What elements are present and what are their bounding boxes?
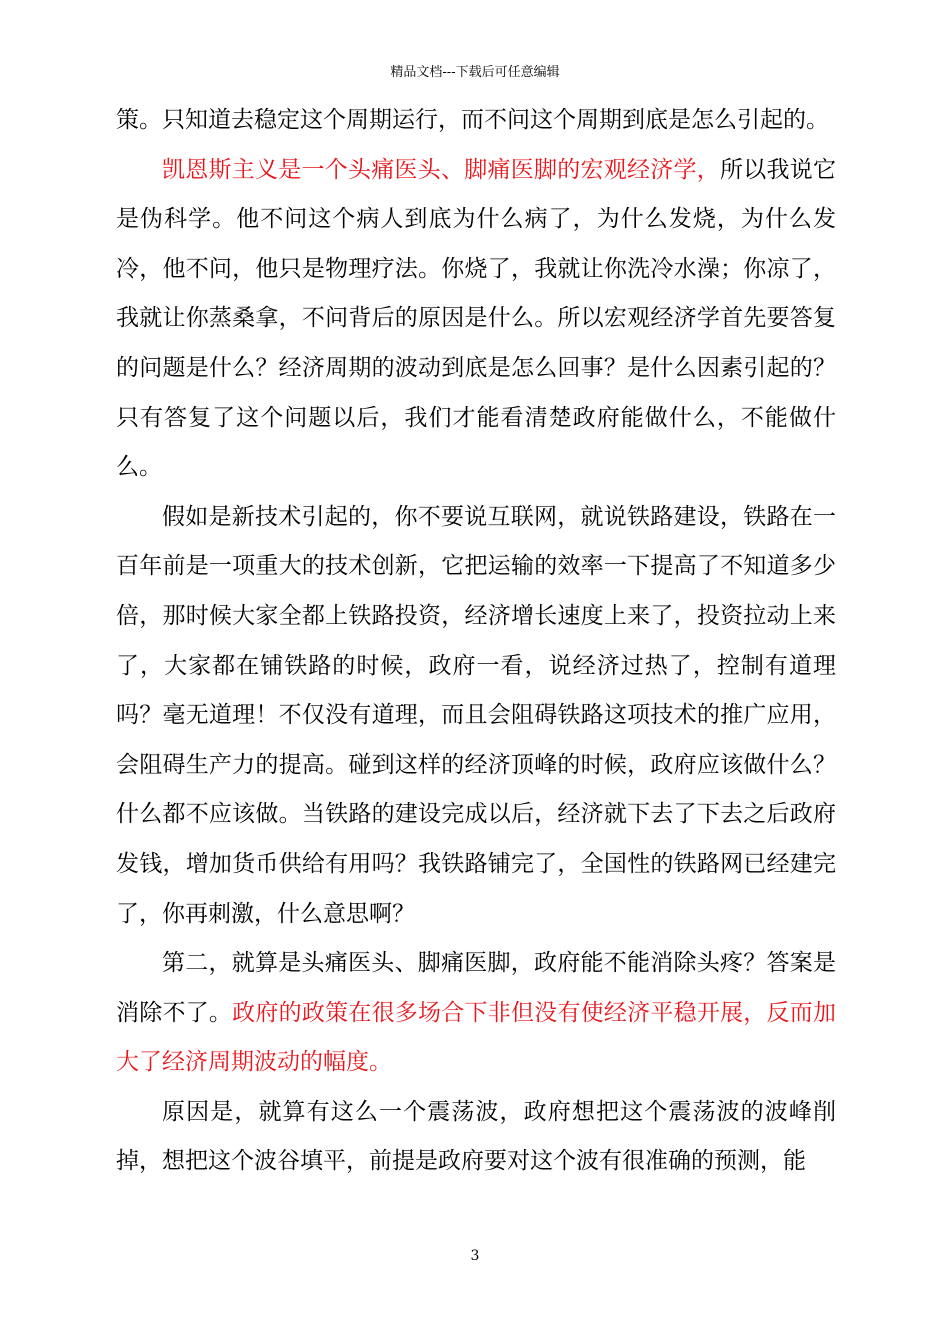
page-number: 3 [470,1248,480,1264]
highlighted-text: 政府的政策在很多场合下非但没有使经济平稳开展，反而加大了经济周期波动的幅度。 [116,999,837,1076]
highlighted-text: 凯恩斯主义是一个头痛医头、脚痛医脚的宏观经济学， [162,156,720,183]
page-header: 精品文档---下载后可任意编辑 [390,65,560,80]
paragraph-continuation: 策。只知道去稳定这个周期运行，而不问这个周期到底是怎么引起的。 [116,107,829,133]
document-body [116,96,836,1187]
paragraph-railway: 假如是新技术引起的，你不要说互联网，就说铁路建设，铁路在一百年前是一项重大的技术创新，它把运输的效率一下提高了不知道多少倍，那时候大家全都上铁路投资，经济增长速度上来了，投资拉动上来了，大家都在铺铁路的时候，政府一看，说经济过热了，控制有道理吗？毫无道理！不仅没有道理，而且会阻碍铁路这项技术的推广应用，会阻碍生产力的提高。碰到这样的经济顶峰的时候，政府应该做什么？什么都不应该做。当铁路的建设完成以后，经济就下去了下去之后政府发钱，增加货币供给有用吗？我铁路铺完了，全国性的铁路网已经建完了，你再刺激，什么意思啊？ [116,503,836,927]
paragraph-reason: 原因是，就算有这么一个震荡波，政府想把这个震荡波的波峰削掉，想把这个波谷填平，前提是政府要对这个波有很准确的预测，能 [116,1098,836,1175]
paragraph-keynesian [116,146,836,493]
paragraph-text: 第二，就算是头痛医头、脚痛医脚，政府能不能消除头疼？答案是消除不了。 [116,950,836,1026]
paragraph-text: 所以我说它是伪科学。他不问这个病人到底为什么病了，为什么发烧，为什么发冷，他不问，他只是物理疗法。你烧了，我就让你洗冷水澡；你凉了，我就让你蒸桑拿，不问背后的原因是什么。所以宏观经济学首先要答复的问题是什么？经济周期的波动到底是怎么回事？是什么因素引起的？只有答复了这个问题以后，我们才能看清楚政府能做什么，不能做什么。 [116,156,836,481]
paragraph-second-point [116,939,836,1088]
